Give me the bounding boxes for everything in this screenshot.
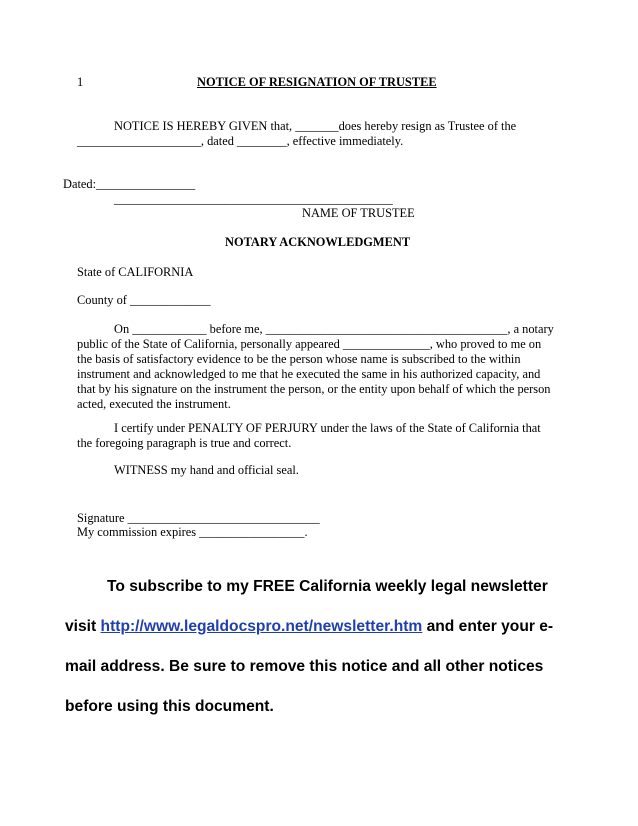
ack-line-1: On ____________ before me, _______________________________________, a notary: [114, 322, 554, 336]
name-of-trustee-label: NAME OF TRUSTEE: [302, 206, 415, 220]
promo-line-2-prefix: visit: [65, 618, 101, 635]
ack-line-5: that by his signature on the instrument the person, or the entity upon behalf of which the person: [77, 382, 551, 396]
page-number: 1: [77, 75, 84, 89]
ack-line-6: acted, executed the instrument.: [77, 397, 231, 411]
promo-line-4: before using this document.: [65, 698, 274, 715]
notary-signature-line: Signature _______________________________: [77, 511, 320, 525]
certify-line-2: the foregoing paragraph is true and correct.: [77, 436, 292, 450]
trustee-signature-rule: _____________________________________________: [114, 192, 393, 206]
county-line: County of _____________: [77, 293, 211, 307]
certify-line-1: I certify under PENALTY OF PERJURY under the laws of the State of California that: [114, 421, 541, 435]
promo-line-3: mail address. Be sure to remove this notice and all other notices: [65, 658, 544, 675]
dated-line: Dated:________________: [63, 177, 196, 191]
newsletter-link[interactable]: http://www.legaldocspro.net/newsletter.htm: [100, 618, 423, 635]
ack-line-4: instrument and acknowledged to me that he executed the same in his authorized capacity, and: [77, 367, 541, 381]
notice-line-2: ____________________, dated ________, effective immediately.: [77, 134, 404, 148]
ack-line-2: public of the State of California, personally appeared ______________, who proved to me on: [77, 337, 542, 351]
ack-line-3: the basis of satisfactory evidence to be the person whose name is subscribed to the within: [77, 352, 521, 366]
commission-expires-line: My commission expires _________________.: [77, 525, 308, 539]
document-title: NOTICE OF RESIGNATION OF TRUSTEE: [197, 75, 437, 89]
notary-heading: NOTARY ACKNOWLEDGMENT: [225, 235, 411, 249]
witness-line: WITNESS my hand and official seal.: [114, 463, 299, 477]
promo-line-2-suffix: and enter your e-: [422, 618, 554, 635]
notice-line-1: NOTICE IS HEREBY GIVEN that, _______does hereby resign as Trustee of the: [114, 119, 517, 133]
promo-line-1: To subscribe to my FREE California weekly legal newsletter: [107, 578, 548, 595]
promo-line-2: [65, 617, 553, 637]
state-line: State of CALIFORNIA: [77, 265, 194, 279]
